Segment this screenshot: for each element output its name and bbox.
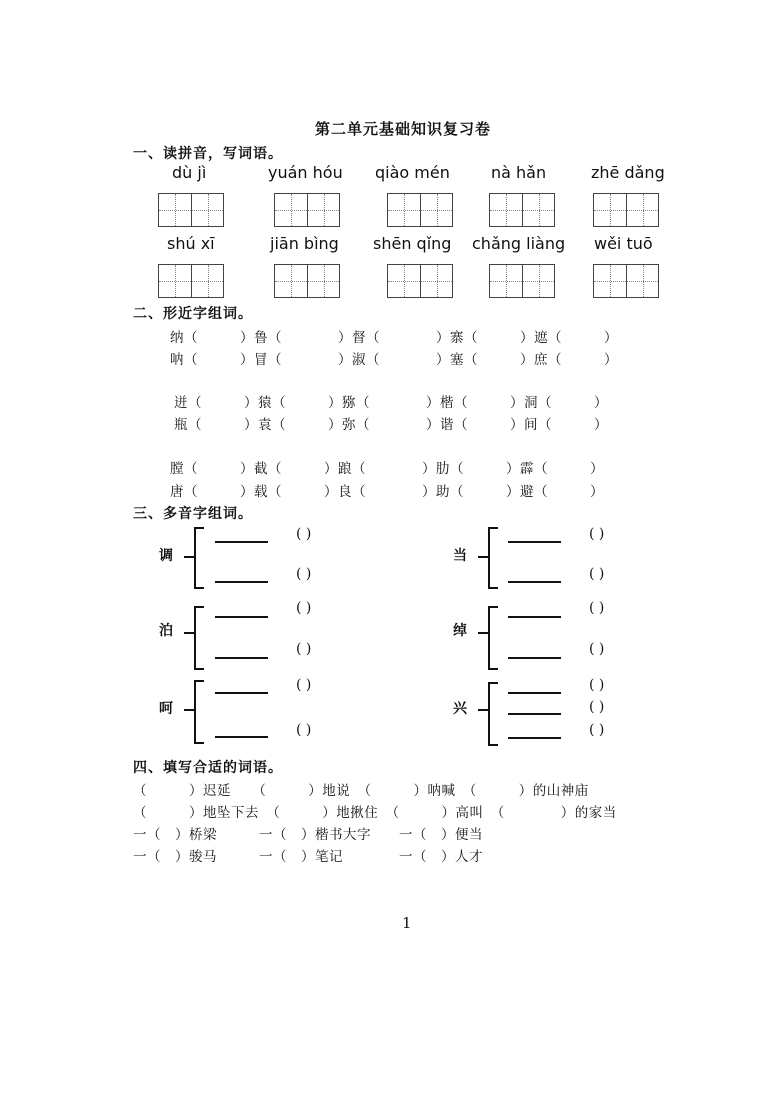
answer-line[interactable] — [508, 737, 561, 739]
section-1-heading: 一、读拼音，写词语。 — [133, 146, 283, 162]
pinyin-2-4: chǎng liàng — [472, 234, 566, 253]
page-title: 第二单元基础知识复习卷 — [315, 120, 492, 138]
pinyin-1-1: dù jì — [172, 163, 207, 182]
writing-grid[interactable] — [158, 264, 224, 298]
answer-paren[interactable]: ( ) — [296, 600, 312, 616]
bracket-stub — [184, 632, 194, 634]
answer-line[interactable] — [508, 713, 561, 715]
polyphone-char: 绰 — [453, 623, 467, 639]
section-4-heading: 四、填写合适的词语。 — [133, 760, 283, 776]
answer-paren[interactable]: ( ) — [589, 526, 605, 542]
char-group-row: 迸（ ）猿（ ）猕（ ）楷（ ）洞（ ） — [174, 395, 608, 411]
writing-grid[interactable] — [387, 264, 453, 298]
pinyin-2-1: shú xī — [167, 234, 215, 253]
polyphone-char: 兴 — [453, 701, 467, 717]
answer-line[interactable] — [215, 657, 268, 659]
answer-line[interactable] — [508, 581, 561, 583]
char-group-row: 瓶（ ）袁（ ）弥（ ）谐（ ）间（ ） — [174, 417, 608, 433]
writing-grid[interactable] — [274, 264, 340, 298]
writing-grid[interactable] — [387, 193, 453, 227]
bracket — [194, 680, 204, 744]
pinyin-2-3: shēn qǐng — [373, 234, 452, 253]
answer-line[interactable] — [215, 736, 268, 738]
bracket — [194, 527, 204, 589]
answer-line[interactable] — [215, 581, 268, 583]
answer-paren[interactable]: ( ) — [589, 641, 605, 657]
fill-word-row: 一（ ）桥梁 一（ ）楷书大字 一（ ）便当 — [133, 827, 483, 843]
answer-paren[interactable]: ( ) — [589, 699, 605, 715]
bracket-stub — [184, 556, 194, 558]
page-number: 1 — [402, 914, 412, 932]
bracket — [488, 527, 498, 589]
writing-grid[interactable] — [593, 264, 659, 298]
char-group-row: 纳（ ）鲁（ ）督（ ）寨（ ）遮（ ） — [170, 330, 618, 346]
char-group-row: 膛（ ）截（ ）踉（ ）肋（ ）霹（ ） — [170, 461, 604, 477]
polyphone-char: 泊 — [159, 623, 173, 639]
bracket-stub — [478, 556, 488, 558]
writing-grid[interactable] — [489, 264, 555, 298]
section-2-heading: 二、形近字组词。 — [133, 306, 253, 322]
pinyin-1-5: zhē dǎng — [591, 163, 665, 182]
polyphone-char: 调 — [159, 548, 173, 564]
answer-paren[interactable]: ( ) — [296, 641, 312, 657]
polyphone-char: 当 — [453, 548, 467, 564]
bracket — [194, 606, 204, 670]
writing-grid[interactable] — [593, 193, 659, 227]
answer-paren[interactable]: ( ) — [589, 566, 605, 582]
answer-line[interactable] — [508, 657, 561, 659]
writing-grid[interactable] — [489, 193, 555, 227]
answer-paren[interactable]: ( ) — [589, 600, 605, 616]
answer-paren[interactable]: ( ) — [589, 677, 605, 693]
answer-line[interactable] — [215, 692, 268, 694]
answer-paren[interactable]: ( ) — [296, 526, 312, 542]
bracket-stub — [184, 709, 194, 711]
answer-line[interactable] — [508, 541, 561, 543]
section-3-heading: 三、多音字组词。 — [133, 506, 253, 522]
answer-line[interactable] — [215, 541, 268, 543]
pinyin-2-2: jiān bìng — [270, 234, 339, 253]
writing-grid[interactable] — [158, 193, 224, 227]
bracket-stub — [478, 632, 488, 634]
fill-word-row: （ ）迟延 （ ）地说 （ ）呐喊 （ ）的山神庙 — [133, 783, 589, 799]
pinyin-2-5: wěi tuō — [594, 234, 653, 253]
writing-grid[interactable] — [274, 193, 340, 227]
answer-paren[interactable]: ( ) — [296, 566, 312, 582]
bracket — [488, 606, 498, 670]
pinyin-1-3: qiào mén — [375, 163, 450, 182]
answer-paren[interactable]: ( ) — [296, 722, 312, 738]
fill-word-row: 一（ ）骏马 一（ ）笔记 一（ ）人才 — [133, 849, 483, 865]
pinyin-1-2: yuán hóu — [268, 163, 343, 182]
bracket-stub — [478, 709, 488, 711]
polyphone-char: 呵 — [159, 701, 173, 717]
fill-word-row: （ ）地坠下去 （ ）地揪住 （ ）高叫 （ ）的家当 — [133, 805, 617, 821]
char-group-row: 呐（ ）冒（ ）淑（ ）塞（ ）庶（ ） — [170, 352, 618, 368]
answer-line[interactable] — [508, 692, 561, 694]
answer-line[interactable] — [215, 616, 268, 618]
pinyin-1-4: nà hǎn — [491, 163, 547, 182]
bracket — [488, 682, 498, 746]
char-group-row: 唐（ ）载（ ）良（ ）助（ ）避（ ） — [170, 484, 604, 500]
answer-line[interactable] — [508, 616, 561, 618]
answer-paren[interactable]: ( ) — [296, 677, 312, 693]
answer-paren[interactable]: ( ) — [589, 722, 605, 738]
